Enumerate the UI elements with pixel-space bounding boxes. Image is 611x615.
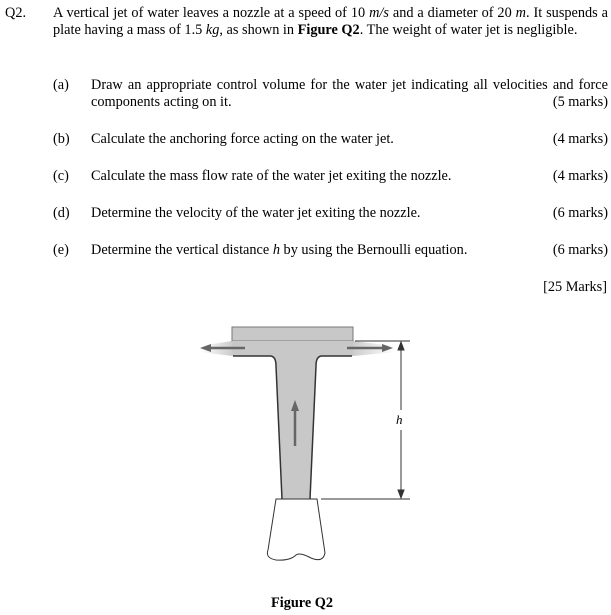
part-label: (c) xyxy=(53,168,69,184)
part-marks: (4 marks) xyxy=(552,131,608,147)
part-label: (d) xyxy=(53,205,70,221)
unit: m/s xyxy=(369,5,389,21)
part-label: (b) xyxy=(53,131,70,147)
plate xyxy=(232,327,353,341)
part-text: Calculate the anchoring force acting on the water jet. xyxy=(91,131,394,147)
unit: m xyxy=(515,5,526,21)
part-label: (e) xyxy=(53,242,69,258)
nozzle xyxy=(267,499,325,560)
question-number: Q2. xyxy=(5,5,27,21)
part-marks: (4 marks) xyxy=(552,168,608,184)
water-jet xyxy=(232,341,353,499)
part-marks: (6 marks) xyxy=(552,205,608,221)
variable-h: h xyxy=(272,242,280,258)
height-label: h xyxy=(396,412,403,427)
intro-text: . It suspends a plate having a mass of 1.5 xyxy=(53,5,609,38)
intro-text: and a diameter of 20 xyxy=(388,5,516,21)
part-text: Draw an appropriate control volume for the water jet indicating all velocities and force components acting on it. xyxy=(91,77,608,110)
part-label: (a) xyxy=(53,77,69,93)
part-text: Calculate the mass flow rate of the water jet exiting the nozzle. xyxy=(91,168,452,184)
part-marks: (6 marks) xyxy=(552,242,608,258)
total-marks: [25 Marks] xyxy=(543,279,607,295)
intro-text: , as shown in xyxy=(219,22,298,38)
intro-text: . The weight of water jet is negligible. xyxy=(359,22,578,38)
part-text-a: Determine the vertical distance xyxy=(91,242,273,258)
unit: kg xyxy=(205,22,220,38)
intro-text: A vertical jet of water leaves a nozzle at a speed of 10 xyxy=(53,5,370,21)
figure-caption: Figure Q2 xyxy=(271,595,334,611)
part-text: Determine the velocity of the water jet exiting the nozzle. xyxy=(91,205,421,221)
part-marks: (5 marks) xyxy=(552,94,608,110)
figure-ref: Figure Q2 xyxy=(297,22,360,38)
part-text-b: by using the Bernoulli equation. xyxy=(279,242,468,258)
